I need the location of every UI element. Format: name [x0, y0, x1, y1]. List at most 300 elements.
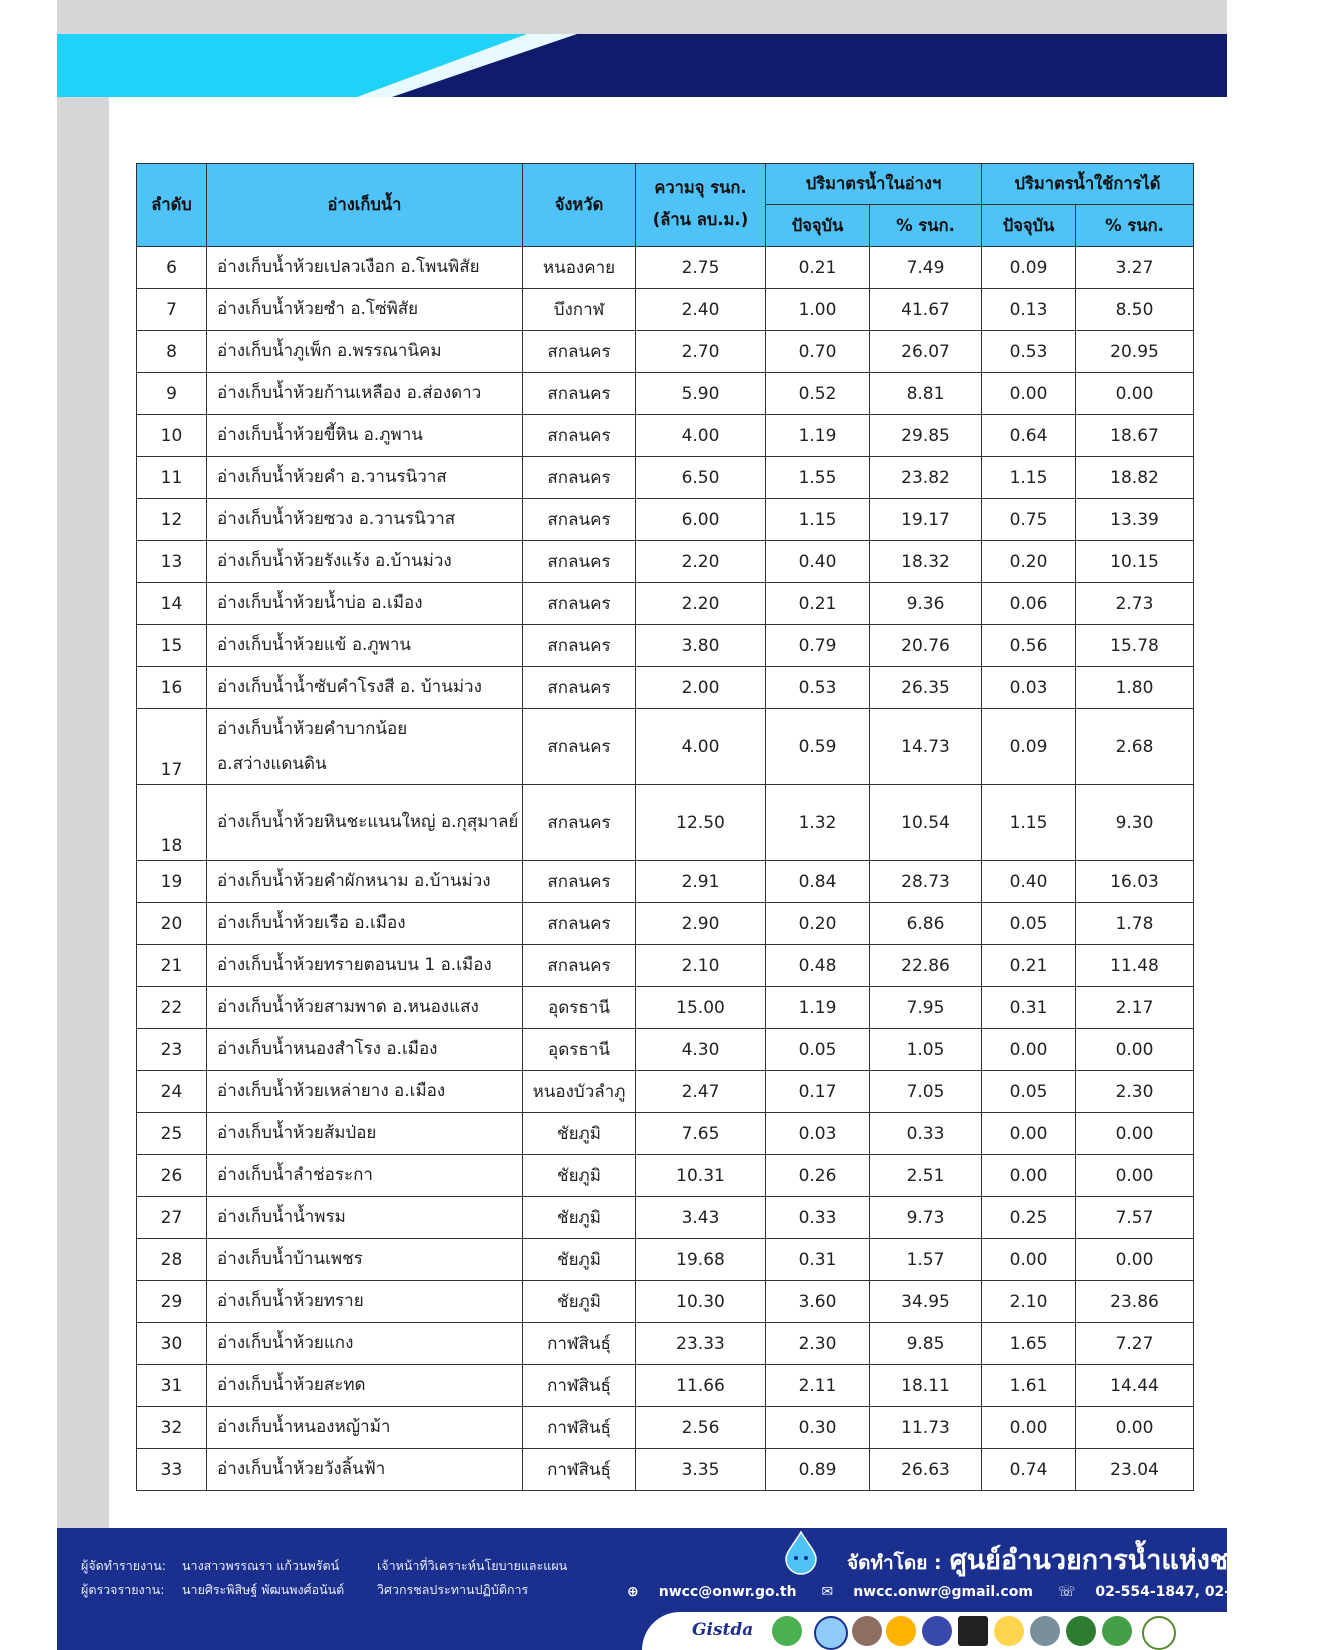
cell-reservoir-name: อ่างเก็บน้ำห้วยส้มป่อย [207, 1113, 523, 1155]
emblem-logo-icon [886, 1616, 916, 1646]
cell-usable-current: 0.09 [982, 247, 1076, 289]
cell-usable-percent: 8.50 [1076, 289, 1194, 331]
cell-province: สกลนคร [523, 457, 636, 499]
cell-province: สกลนคร [523, 903, 636, 945]
cell-reservoir-name: อ่างเก็บน้ำห้วยรังแร้ง อ.บ้านม่วง [207, 541, 523, 583]
cell-storage-current: 0.03 [766, 1113, 870, 1155]
footer [57, 1528, 1305, 1650]
cell-reservoir-name: อ่างเก็บน้ำห้วยเปลวเงือก อ.โพนพิสัย [207, 247, 523, 289]
cell-usable-current: 0.09 [982, 709, 1076, 785]
cell-usable-percent: 2.68 [1076, 709, 1194, 785]
cell-storage-percent: 26.63 [870, 1449, 982, 1491]
reporter-label: ผู้จัดทำรายงาน: [81, 1558, 166, 1573]
cell-storage-percent: 9.36 [870, 583, 982, 625]
cell-storage-current: 1.32 [766, 785, 870, 861]
cell-order: 15 [137, 625, 207, 667]
cell-order: 9 [137, 373, 207, 415]
cell-capacity: 4.00 [636, 709, 766, 785]
cell-capacity: 2.47 [636, 1071, 766, 1113]
cell-capacity: 2.20 [636, 583, 766, 625]
cell-province: กาฬสินธุ์ [523, 1449, 636, 1491]
cell-order: 26 [137, 1155, 207, 1197]
cell-usable-current: 1.61 [982, 1365, 1076, 1407]
cell-storage-percent: 23.82 [870, 457, 982, 499]
cell-order: 7 [137, 289, 207, 331]
cell-storage-percent: 1.05 [870, 1029, 982, 1071]
cell-usable-current: 0.00 [982, 1407, 1076, 1449]
cell-province: ชัยภูมิ [523, 1113, 636, 1155]
cell-storage-percent: 9.73 [870, 1197, 982, 1239]
cell-usable-percent: 7.57 [1076, 1197, 1194, 1239]
cell-province: ชัยภูมิ [523, 1155, 636, 1197]
cell-reservoir-name: อ่างเก็บน้ำห้วยแข้ อ.ภูพาน [207, 625, 523, 667]
mail-icon: ✉ [821, 1584, 834, 1600]
cell-storage-percent: 22.86 [870, 945, 982, 987]
cell-storage-current: 0.26 [766, 1155, 870, 1197]
cell-usable-percent: 23.86 [1076, 1281, 1194, 1323]
checker-role: วิศวกรชลประทานปฏิบัติการ [377, 1582, 529, 1597]
cell-province: หนองบัวลำภู [523, 1071, 636, 1113]
cell-storage-percent: 20.76 [870, 625, 982, 667]
cell-order: 6 [137, 247, 207, 289]
ministry-logo-icon [958, 1616, 988, 1646]
cell-order: 20 [137, 903, 207, 945]
cell-capacity: 2.91 [636, 861, 766, 903]
cell-storage-percent: 26.35 [870, 667, 982, 709]
header-reservoir: อ่างเก็บน้ำ [207, 164, 523, 247]
cell-order: 31 [137, 1365, 207, 1407]
page-margin-right [1227, 0, 1275, 1650]
cell-usable-current: 0.20 [982, 541, 1076, 583]
header-usable-current: ปัจจุบัน [982, 205, 1076, 247]
cell-storage-current: 0.53 [766, 667, 870, 709]
cell-storage-percent: 7.05 [870, 1071, 982, 1113]
cell-capacity: 5.90 [636, 373, 766, 415]
cell-storage-percent: 14.73 [870, 709, 982, 785]
cell-capacity: 10.31 [636, 1155, 766, 1197]
cell-storage-current: 1.00 [766, 289, 870, 331]
leaf-logo-icon [772, 1616, 802, 1646]
cell-usable-current: 0.53 [982, 331, 1076, 373]
table-row [137, 987, 1194, 1029]
cell-usable-percent: 2.73 [1076, 583, 1194, 625]
cell-usable-current: 0.00 [982, 373, 1076, 415]
cell-order: 23 [137, 1029, 207, 1071]
contact-email-2[interactable]: nwcc.onwr@gmail.com [853, 1584, 1033, 1600]
cell-storage-current: 0.52 [766, 373, 870, 415]
cell-province: สกลนคร [523, 331, 636, 373]
cell-capacity: 19.68 [636, 1239, 766, 1281]
cell-province: กาฬสินธุ์ [523, 1323, 636, 1365]
cell-capacity: 2.75 [636, 247, 766, 289]
cell-usable-percent: 0.00 [1076, 1407, 1194, 1449]
header-storage-current: ปัจจุบัน [766, 205, 870, 247]
cell-storage-current: 1.55 [766, 457, 870, 499]
cell-usable-percent: 10.15 [1076, 541, 1194, 583]
table-row [137, 1449, 1194, 1491]
cell-storage-percent: 11.73 [870, 1407, 982, 1449]
cell-capacity: 2.20 [636, 541, 766, 583]
cell-reservoir-name: อ่างเก็บน้ำห้วยแกง [207, 1323, 523, 1365]
table-row [137, 625, 1194, 667]
cell-reservoir-name: อ่างเก็บน้ำห้วยซวง อ.วานรนิวาส [207, 499, 523, 541]
table-row [137, 415, 1194, 457]
cell-usable-current: 0.06 [982, 583, 1076, 625]
cell-usable-current: 0.05 [982, 1071, 1076, 1113]
cell-reservoir-name: อ่างเก็บน้ำห้วยซำ อ.โซ่พิสัย [207, 289, 523, 331]
cell-reservoir-name: อ่างเก็บน้ำห้วยทรายตอนบน 1 อ.เมือง [207, 945, 523, 987]
cell-province: สกลนคร [523, 583, 636, 625]
cell-capacity: 10.30 [636, 1281, 766, 1323]
table-row [137, 709, 1194, 785]
cell-order: 21 [137, 945, 207, 987]
cell-order: 27 [137, 1197, 207, 1239]
cell-order: 17 [137, 709, 207, 785]
cell-reservoir-name: อ่างเก็บน้ำห้วยเหล่ายาง อ.เมือง [207, 1071, 523, 1113]
cell-storage-percent: 0.33 [870, 1113, 982, 1155]
cell-capacity: 2.40 [636, 289, 766, 331]
cell-storage-percent: 7.95 [870, 987, 982, 1029]
cell-reservoir-name: อ่างเก็บน้ำลำช่อระกา [207, 1155, 523, 1197]
cell-province: สกลนคร [523, 785, 636, 861]
cell-capacity: 7.65 [636, 1113, 766, 1155]
pagoda-logo-icon [1030, 1616, 1060, 1646]
prepared-by-label: จัดทำโดย : [847, 1552, 942, 1574]
cell-usable-percent: 0.00 [1076, 373, 1194, 415]
table-row [137, 667, 1194, 709]
cell-usable-current: 0.03 [982, 667, 1076, 709]
reservoir-table-body [137, 247, 1194, 1491]
cell-reservoir-name: อ่างเก็บน้ำบ้านเพชร [207, 1239, 523, 1281]
cell-storage-current: 0.48 [766, 945, 870, 987]
cell-usable-current: 0.75 [982, 499, 1076, 541]
cell-reservoir-name: อ่างเก็บน้ำหนองหญ้าม้า [207, 1407, 523, 1449]
cell-usable-current: 2.10 [982, 1281, 1076, 1323]
cell-usable-percent: 0.00 [1076, 1029, 1194, 1071]
cell-storage-current: 2.11 [766, 1365, 870, 1407]
cell-reservoir-name: อ่างเก็บน้ำห้วยคำผักหนาม อ.บ้านม่วง [207, 861, 523, 903]
cell-usable-percent: 3.27 [1076, 247, 1194, 289]
page-frame-left [57, 0, 109, 1650]
cell-order: 18 [137, 785, 207, 861]
cell-usable-current: 0.00 [982, 1113, 1076, 1155]
cell-usable-current: 0.40 [982, 861, 1076, 903]
cell-storage-current: 0.20 [766, 903, 870, 945]
cell-capacity: 12.50 [636, 785, 766, 861]
reservoir-table-wrapper [136, 163, 1193, 1491]
partner-logos [642, 1612, 1227, 1650]
cell-order: 14 [137, 583, 207, 625]
reporter-name: นางสาวพรรณรา แก้วนพรัตน์ [182, 1558, 340, 1573]
globe-icon: ⊕ [627, 1584, 639, 1600]
cell-storage-percent: 29.85 [870, 415, 982, 457]
header-province: จังหวัด [523, 164, 636, 247]
cell-usable-current: 0.31 [982, 987, 1076, 1029]
cell-storage-current: 0.30 [766, 1407, 870, 1449]
cell-order: 16 [137, 667, 207, 709]
cell-storage-current: 3.60 [766, 1281, 870, 1323]
cell-reservoir-name: อ่างเก็บน้ำห้วยวังลิ้นฟ้า [207, 1449, 523, 1491]
table-row [137, 861, 1194, 903]
cell-reservoir-name: อ่างเก็บน้ำภูเพ็ก อ.พรรณานิคม [207, 331, 523, 373]
cell-province: สกลนคร [523, 499, 636, 541]
checker-name: นายศิระพิสิษฐ์ พัฒนพงศ์อนันต์ [182, 1582, 345, 1597]
cell-storage-percent: 10.54 [870, 785, 982, 861]
cell-usable-percent: 16.03 [1076, 861, 1194, 903]
cell-reservoir-name: อ่างเก็บน้ำห้วยก้านเหลือง อ.ส่องดาว [207, 373, 523, 415]
cell-order: 10 [137, 415, 207, 457]
cell-province: กาฬสินธุ์ [523, 1365, 636, 1407]
cell-reservoir-name: อ่างเก็บน้ำห้วยหินชะแนนใหญ่ อ.กุสุมาลย์ [207, 785, 523, 861]
cell-usable-current: 0.56 [982, 625, 1076, 667]
cell-capacity: 4.00 [636, 415, 766, 457]
cell-usable-percent: 15.78 [1076, 625, 1194, 667]
cell-usable-percent: 23.04 [1076, 1449, 1194, 1491]
table-row [137, 1323, 1194, 1365]
cell-storage-current: 0.31 [766, 1239, 870, 1281]
cell-usable-percent: 1.78 [1076, 903, 1194, 945]
contact-email-1[interactable]: nwcc@onwr.go.th [658, 1584, 797, 1600]
table-row [137, 1155, 1194, 1197]
cell-reservoir-name: อ่างเก็บน้ำหนองสำโรง อ.เมือง [207, 1029, 523, 1071]
cell-storage-current: 0.40 [766, 541, 870, 583]
cell-usable-current: 0.13 [982, 289, 1076, 331]
cell-province: สกลนคร [523, 541, 636, 583]
cell-province: บึงกาฬ [523, 289, 636, 331]
cell-usable-percent: 2.30 [1076, 1071, 1194, 1113]
cell-storage-percent: 19.17 [870, 499, 982, 541]
cell-province: ชัยภูมิ [523, 1197, 636, 1239]
cell-usable-percent: 14.44 [1076, 1365, 1194, 1407]
shield-logo-icon [852, 1616, 882, 1646]
cell-province: สกลนคร [523, 373, 636, 415]
cell-storage-current: 0.33 [766, 1197, 870, 1239]
cell-capacity: 11.66 [636, 1365, 766, 1407]
cell-order: 13 [137, 541, 207, 583]
cell-usable-current: 1.65 [982, 1323, 1076, 1365]
round-logo-icon [1142, 1616, 1176, 1650]
gistda-logo: Gistda [692, 1620, 754, 1640]
cell-capacity: 2.10 [636, 945, 766, 987]
table-row [137, 499, 1194, 541]
cell-storage-current: 1.15 [766, 499, 870, 541]
cell-usable-current: 0.00 [982, 1155, 1076, 1197]
cell-capacity: 4.30 [636, 1029, 766, 1071]
table-row [137, 1071, 1194, 1113]
cell-storage-current: 0.79 [766, 625, 870, 667]
cell-reservoir-name: อ่างเก็บน้ำห้วยสามพาด อ.หนองแสง [207, 987, 523, 1029]
cell-storage-percent: 26.07 [870, 331, 982, 373]
cell-reservoir-name: อ่างเก็บน้ำน้ำซับคำโรงสี อ. บ้านม่วง [207, 667, 523, 709]
header-usable-percent: % รนก. [1076, 205, 1194, 247]
cell-capacity: 3.80 [636, 625, 766, 667]
agency-logo-icon [814, 1616, 848, 1650]
cell-capacity: 6.50 [636, 457, 766, 499]
cell-usable-percent: 18.67 [1076, 415, 1194, 457]
cell-capacity: 2.90 [636, 903, 766, 945]
cell-capacity: 3.43 [636, 1197, 766, 1239]
cell-order: 24 [137, 1071, 207, 1113]
water-resource-logo-icon [1102, 1616, 1132, 1646]
cell-usable-current: 0.00 [982, 1239, 1076, 1281]
cell-storage-current: 0.84 [766, 861, 870, 903]
cell-storage-percent: 7.49 [870, 247, 982, 289]
cell-storage-current: 0.70 [766, 331, 870, 373]
organization-name [847, 1538, 1261, 1581]
cell-province: สกลนคร [523, 709, 636, 785]
cell-reservoir-name: อ่างเก็บน้ำห้วยคำ อ.วานรนิวาส [207, 457, 523, 499]
header-banner [57, 34, 1227, 97]
header-capacity-unit: (ล้าน ลบ.ม.) [636, 205, 766, 247]
table-row [137, 457, 1194, 499]
cell-storage-percent: 41.67 [870, 289, 982, 331]
seal-logo-icon [1066, 1616, 1096, 1646]
cell-order: 32 [137, 1407, 207, 1449]
cell-capacity: 2.56 [636, 1407, 766, 1449]
cell-usable-current: 0.21 [982, 945, 1076, 987]
table-row [137, 903, 1194, 945]
cell-usable-percent: 2.17 [1076, 987, 1194, 1029]
cell-order: 29 [137, 1281, 207, 1323]
table-row [137, 541, 1194, 583]
cell-storage-current: 0.21 [766, 583, 870, 625]
cell-usable-percent: 7.27 [1076, 1323, 1194, 1365]
cell-order: 22 [137, 987, 207, 1029]
cell-storage-current: 0.17 [766, 1071, 870, 1113]
cell-province: สกลนคร [523, 625, 636, 667]
cell-province: สกลนคร [523, 667, 636, 709]
cell-order: 33 [137, 1449, 207, 1491]
reporter-role: เจ้าหน้าที่วิเคราะห์นโยบายและแผน [377, 1558, 568, 1573]
cell-storage-current: 0.05 [766, 1029, 870, 1071]
department-logo-icon [922, 1616, 952, 1646]
header-order: ลำดับ [137, 164, 207, 247]
table-row [137, 1365, 1194, 1407]
cell-usable-current: 1.15 [982, 457, 1076, 499]
table-row [137, 331, 1194, 373]
cell-storage-current: 0.21 [766, 247, 870, 289]
cell-storage-percent: 8.81 [870, 373, 982, 415]
cell-storage-percent: 28.73 [870, 861, 982, 903]
table-row [137, 1407, 1194, 1449]
cell-usable-percent: 18.82 [1076, 457, 1194, 499]
cell-capacity: 3.35 [636, 1449, 766, 1491]
cell-usable-current: 0.25 [982, 1197, 1076, 1239]
cell-order: 11 [137, 457, 207, 499]
header-usable-group: ปริมาตรน้ำใช้การได้ [982, 164, 1194, 205]
cell-order: 8 [137, 331, 207, 373]
cell-usable-percent: 0.00 [1076, 1239, 1194, 1281]
table-row [137, 945, 1194, 987]
cell-reservoir-name: อ่างเก็บน้ำห้วยน้ำบ่อ อ.เมือง [207, 583, 523, 625]
cell-usable-current: 0.05 [982, 903, 1076, 945]
table-row [137, 1239, 1194, 1281]
cell-usable-percent: 20.95 [1076, 331, 1194, 373]
cell-usable-percent: 9.30 [1076, 785, 1194, 861]
cell-province: สกลนคร [523, 861, 636, 903]
cell-storage-percent: 6.86 [870, 903, 982, 945]
cell-storage-current: 0.89 [766, 1449, 870, 1491]
cell-storage-current: 2.30 [766, 1323, 870, 1365]
cell-capacity: 6.00 [636, 499, 766, 541]
cell-reservoir-name: อ่างเก็บน้ำห้วยคำบากน้อย อ.สว่างแดนดิน [207, 709, 523, 785]
cell-reservoir-name: อ่างเก็บน้ำห้วยสะทด [207, 1365, 523, 1407]
header-capacity: ความจุ รนก. [636, 164, 766, 205]
cell-storage-percent: 18.11 [870, 1365, 982, 1407]
cell-capacity: 2.70 [636, 331, 766, 373]
cell-province: กาฬสินธุ์ [523, 1407, 636, 1449]
cell-usable-percent: 1.80 [1076, 667, 1194, 709]
cell-usable-current: 0.00 [982, 1029, 1076, 1071]
cell-storage-percent: 18.32 [870, 541, 982, 583]
cell-storage-percent: 9.85 [870, 1323, 982, 1365]
cell-province: อุดรธานี [523, 987, 636, 1029]
cell-order: 30 [137, 1323, 207, 1365]
cell-capacity: 2.00 [636, 667, 766, 709]
cell-usable-current: 0.74 [982, 1449, 1076, 1491]
bird-logo-icon [994, 1616, 1024, 1646]
cell-usable-percent: 13.39 [1076, 499, 1194, 541]
cell-reservoir-name: อ่างเก็บน้ำห้วยทราย [207, 1281, 523, 1323]
table-row [137, 373, 1194, 415]
cell-storage-percent: 34.95 [870, 1281, 982, 1323]
cell-usable-current: 1.15 [982, 785, 1076, 861]
cell-province: สกลนคร [523, 415, 636, 457]
cell-reservoir-name: อ่างเก็บน้ำห้วยขี้หิน อ.ภูพาน [207, 415, 523, 457]
checker-label: ผู้ตรวจรายงาน: [81, 1582, 165, 1597]
reservoir-table [136, 163, 1194, 1491]
table-row [137, 583, 1194, 625]
cell-storage-percent: 2.51 [870, 1155, 982, 1197]
contact-phone: 02-554-1847, 02-554-1800 [1095, 1584, 1305, 1600]
header-storage-percent: % รนก. [870, 205, 982, 247]
page-frame-top [57, 0, 1227, 34]
cell-usable-percent: 0.00 [1076, 1113, 1194, 1155]
cell-order: 28 [137, 1239, 207, 1281]
cell-province: ชัยภูมิ [523, 1239, 636, 1281]
cell-usable-current: 0.64 [982, 415, 1076, 457]
cell-storage-percent: 1.57 [870, 1239, 982, 1281]
cell-province: หนองคาย [523, 247, 636, 289]
table-row [137, 289, 1194, 331]
cell-usable-percent: 11.48 [1076, 945, 1194, 987]
cell-storage-current: 0.59 [766, 709, 870, 785]
contact-bar [627, 1584, 1324, 1600]
organization-title: ศูนย์อำนวยการน้ำแห่งชาติ [949, 1545, 1261, 1576]
cell-order: 25 [137, 1113, 207, 1155]
table-row [137, 1029, 1194, 1071]
cell-order: 19 [137, 861, 207, 903]
cell-reservoir-name: อ่างเก็บน้ำห้วยเรือ อ.เมือง [207, 903, 523, 945]
cell-province: ชัยภูมิ [523, 1281, 636, 1323]
table-row [137, 1281, 1194, 1323]
water-drop-icon [782, 1530, 820, 1574]
header-storage-group: ปริมาตรน้ำในอ่างฯ [766, 164, 982, 205]
table-row [137, 785, 1194, 861]
table-row [137, 1113, 1194, 1155]
cell-usable-percent: 0.00 [1076, 1155, 1194, 1197]
cell-capacity: 15.00 [636, 987, 766, 1029]
cell-storage-current: 1.19 [766, 415, 870, 457]
cell-capacity: 23.33 [636, 1323, 766, 1365]
phone-icon: ☏ [1057, 1584, 1076, 1600]
cell-reservoir-name: อ่างเก็บน้ำน้ำพรม [207, 1197, 523, 1239]
table-row [137, 247, 1194, 289]
cell-order: 12 [137, 499, 207, 541]
cell-province: สกลนคร [523, 945, 636, 987]
cell-province: อุดรธานี [523, 1029, 636, 1071]
table-row [137, 1197, 1194, 1239]
